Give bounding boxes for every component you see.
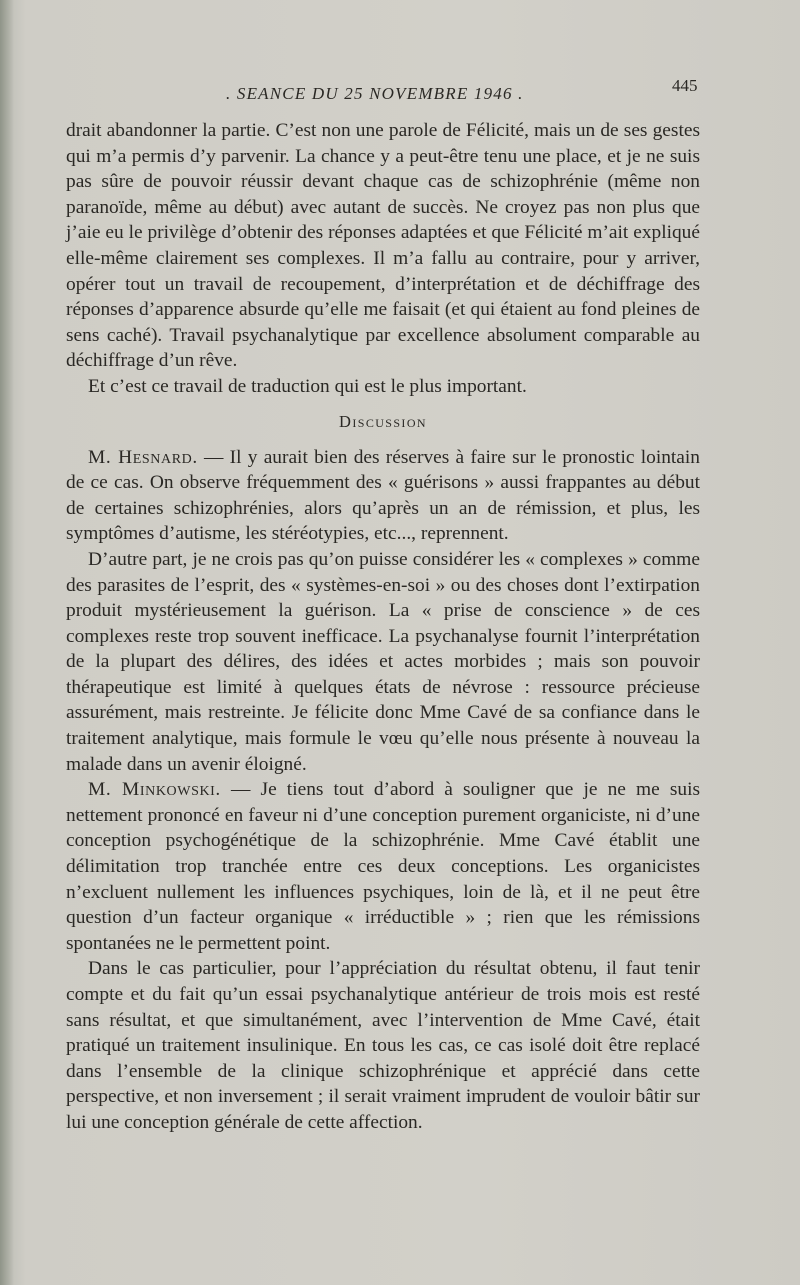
section-heading-discussion: Discussion: [339, 411, 427, 431]
paragraph-translation: Et c’est ce travail de traduction qui est le plus important.: [88, 375, 527, 397]
page-number: 445: [672, 76, 698, 95]
paragraph-minkowski: [66, 777, 700, 956]
paragraph-hesnard: [66, 445, 700, 547]
speaker-remark: — Il y aurait bien des réserves à faire sur le pronostic lointain de ce cas. On observe fréquemment des « guérisons » aussi frappantes au début de certaines schizophrénies, alors qu’après un an de rémission, et plus, les symptômes d’autisme, les stéréotypies, etc..., reprennent.: [66, 446, 700, 545]
paragraph-minkowski-continued: Dans le cas particulier, pour l’appréciation du résultat obtenu, il faut tenir compte et du fait qu’un essai psychanalytique antérieur de trois mois est resté sans résultat, et que simultanément, avec l’intervention de Mme Cavé, était pratiqué un traitement insulinique. En tous les cas, ce cas isolé doit être replacé dans l’ensemble de la clinique schizophrénique et apprécié dans cette perspective, et non inversement ; il serait vraiment imprudent de vouloir bâtir sur lui une conception générale de cette affection.: [66, 958, 700, 1133]
paragraph-hesnard-continued: D’autre part, je ne crois pas qu’on puisse considérer les « complexes » comme des parasites de l’esprit, des « systèmes-en-soi » ou des choses dont l’extirpation produit mystérieusement la guérison. La « prise de conscience » de ces complexes reste trop souvent inefficace. La psychanalyse fournit l’interprétation de la plupart des délires, des idées et actes morbides ; mais son pouvoir thérapeutique est limité à quelques états de névrose : ressource précieuse assurément, mais restreinte. Je félicite donc Mme Cavé de sa confiance dans le traitement analytique, mais formule le vœu qu’elle nous présente à nouveau la malade dans un avenir éloigné.: [66, 548, 700, 775]
speaker-name: M. Hesnard.: [88, 446, 198, 468]
speaker-name: M. Minkowski.: [88, 779, 221, 801]
page-gutter-shadow: [0, 0, 14, 1285]
page-body: [66, 118, 700, 1136]
page-header: [0, 76, 800, 106]
running-head: . SEANCE DU 25 NOVEMBRE 1946 .: [226, 84, 524, 103]
paragraph-continued: drait abandonner la partie. C’est non une parole de Félicité, mais un de ses gestes qui m’a permis d’y parvenir. La chance y a peut-être tenu une place, et je ne suis pas sûre de pouvoir réussir devant chaque cas de schizophrénie (même non paranoïde, même au début) avec autant de succès. Ne croyez pas non plus que j’aie eu le privilège d’obtenir des réponses adaptées et que Félicité m’ait expliqué elle-même clairement ses complexes. Il m’a fallu au contraire, pour y arriver, opérer tout un travail de recoupement, d’interprétation et de déchiffrage des réponses d’apparence absurde qu’elle me faisait (et qui étaient au fond pleines de sens caché). Travail psychanalytique par excellence absolument comparable au déchiffrage d’un rêve.: [66, 120, 700, 372]
speaker-remark: — Je tiens tout d’abord à souligner que je ne me suis nettement prononcé en faveur ni d’une conception purement organiciste, ni d’une conception psychogénétique de la schizophrénie. Mme Cavé établit une délimitation trop tranchée entre ces deux conceptions. Les organicistes n’excluent nullement les influences psychiques, loin de là, et il ne peut être question d’un facteur organique « irréductible » ; rien que les rémissions spontanées ne le permettent point.: [66, 779, 700, 954]
